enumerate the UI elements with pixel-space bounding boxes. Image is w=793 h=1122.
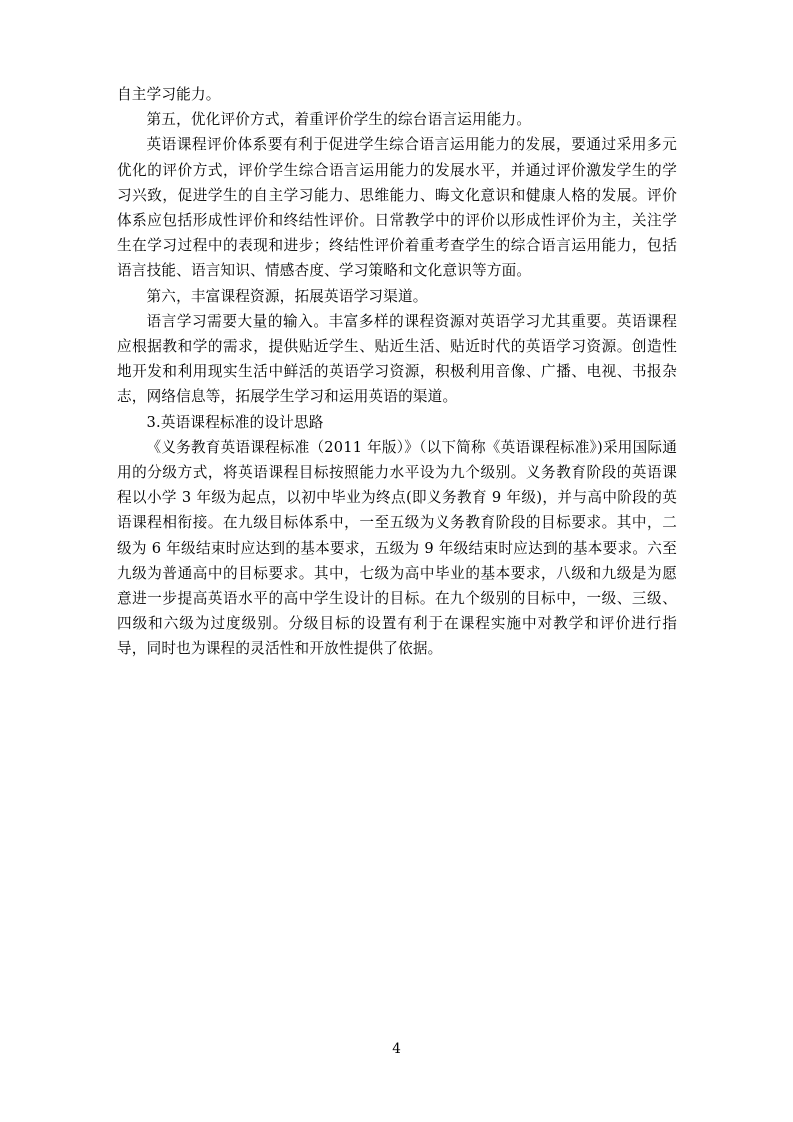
page-number: 4 [392,1041,401,1057]
paragraph: 英语课程评价体系要有利于促进学生综合语言运用能力的发展，要通过采用多元优化的评价方式，评价学生综合语言运用能力的发展水平，并通过评价激发学生的学习兴致，促进学生的自主学习能力、思维能力、晦文化意识和健康人格的发展。评价体系应包括形成性评价和终结性评价。日常教学中的评价以形成性评价为主，关注学生在学习过程中的表现和进步；终结性评价着重考查学生的综合语言运用能力，包括语言技能、语言知识、情感杏度、学习策略和文化意识等方面。 [117,136,677,280]
paragraph: 第六，丰富课程资源，拓展英语学习渠道。 [146,287,428,305]
paragraph: 第五，优化评价方式，着重评价学生的综台语言运用能力。 [146,111,532,129]
document-body [117,82,677,662]
paragraph: 语言学习需要大量的输入。丰富多样的课程资源对英语学习尤其重要。英语课程应根据教和学的需求，提供贴近学生、贴近生活、贴近时代的英语学习资源。创造性地开发和利用现实生活中鲜活的英语学习资源，积极利用音像、广播、电视、书报杂志，网络信息等，拓展学生学习和运用英语的渠道。 [117,312,677,406]
paragraph: 《义务教育英语课程标准（2011 年版）》（以下简称《英语课程标准》)采用国际通用的分级方式，将英语课程目标按照能力水平设为九个级别。义务教育阶段的英语课程以小学 3 年级为起点，以初中毕业为终点(即义务教育 9 年级)，并与高中阶段的英语课程相衔接。在九级目标体系中，一至五级为义务教育阶段的目标要求。其中，二级为 6 年级结束时应达到的基本要求，五级为 9 年级结束时应达到的基本要求。六至九级为普通高中的目标要求。其中，七级为高中毕业的基本要求，八级和九级是为愿意进一步提高英语水平的高中学生设计的目标。在九个级别的目标中，一级、三级、四级和六级为过度级别。分级目标的设置有利于在课程实施中对教学和评价进行指导，同时也为课程的灵活性和开放性提供了依据。 [117,438,677,658]
paragraph: 自主学习能力。 [117,86,221,103]
paragraph-heading: 3.英语课程标准的设计思路 [146,413,324,431]
